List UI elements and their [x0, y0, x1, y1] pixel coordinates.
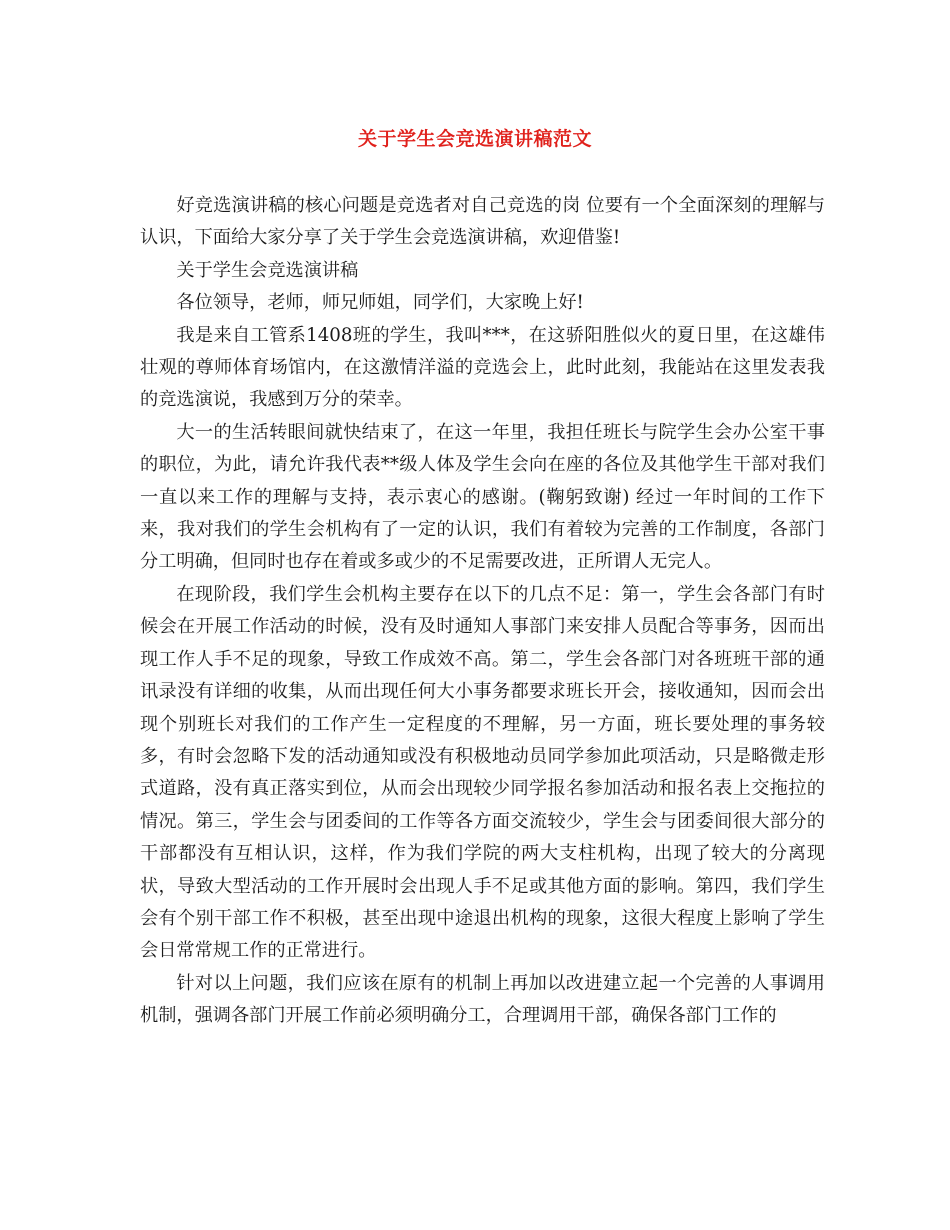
document-body	[140, 190, 825, 1033]
paragraph: 针对以上问题，我们应该在原有的机制上再加以改进建立起一个完善的人事调用机制，强调各部门开展工作前必须明确分工，合理调用干部，确保各部门工作的	[140, 972, 825, 1027]
paragraph: 我是来自工管系1408班的学生，我叫***，在这骄阳胜似火的夏日里，在这雄伟壮观的尊师体育场馆内，在这激情洋溢的竞选会上，此时此刻，我能站在这里发表我的竞选演说，我感到万分的荣幸。	[140, 324, 825, 411]
document-title: 关于学生会竞选演讲稿范文	[357, 128, 592, 150]
paragraph: 大一的生活转眼间就快结束了，在这一年里，我担任班长与院学生会办公室干事的职位，为此，请允许我代表**级人体及学生会向在座的各位及其他学生干部对我们一直以来工作的理解与支持，表示衷心的感谢。(鞠躬致谢) 经过一年时间的工作下来，我对我们的学生会机构有了一定的认识，我们有着较为完善的工作制度，各部门分工明确，但同时也存在着或多或少的不足需要改进，正所谓人无完人。	[140, 421, 825, 573]
paragraph: 好竞选演讲稿的核心问题是竞选者对自己竞选的岗 位要有一个全面深刻的理解与认识，下面给大家分享了关于学生会竞选演讲稿，欢迎借鉴!	[140, 195, 825, 249]
paragraph: 关于学生会竞选演讲稿	[176, 259, 359, 281]
paragraph: 各位领导，老师，师兄师姐，同学们，大家晚上好!	[176, 292, 584, 314]
paragraph: 在现阶段，我们学生会机构主要存在以下的几点不足：第一，学生会各部门有时候会在开展工作活动的时候，没有及时通知人事部门来安排人员配合等事务，因而出现工作人手不足的现象，导致工作成效不高。第二，学生会各部门对各班班干部的通讯录没有详细的收集，从而出现任何大小事务都要求班长开会，接收通知，因而会出现个别班长对我们的工作产生一定程度的不理解，另一方面，班长要处理的事务较多，有时会忽略下发的活动通知或没有积极地动员同学参加此项活动，只是略微走形式道路，没有真正落实到位，从而会出现较少同学报名参加活动和报名表上交拖拉的情况。第三，学生会与团委间的工作等各方面交流较少，学生会与团委间很大部分的干部都没有互相认识，这样，作为我们学院的两大支柱机构，出现了较大的分离现状，导致大型活动的工作开展时会出现人手不足或其他方面的影响。第四，我们学生会有个别干部工作不积极，甚至出现中途退出机构的现象，这很大程度上影响了学生会日常常规工作的正常进行。	[140, 583, 825, 962]
